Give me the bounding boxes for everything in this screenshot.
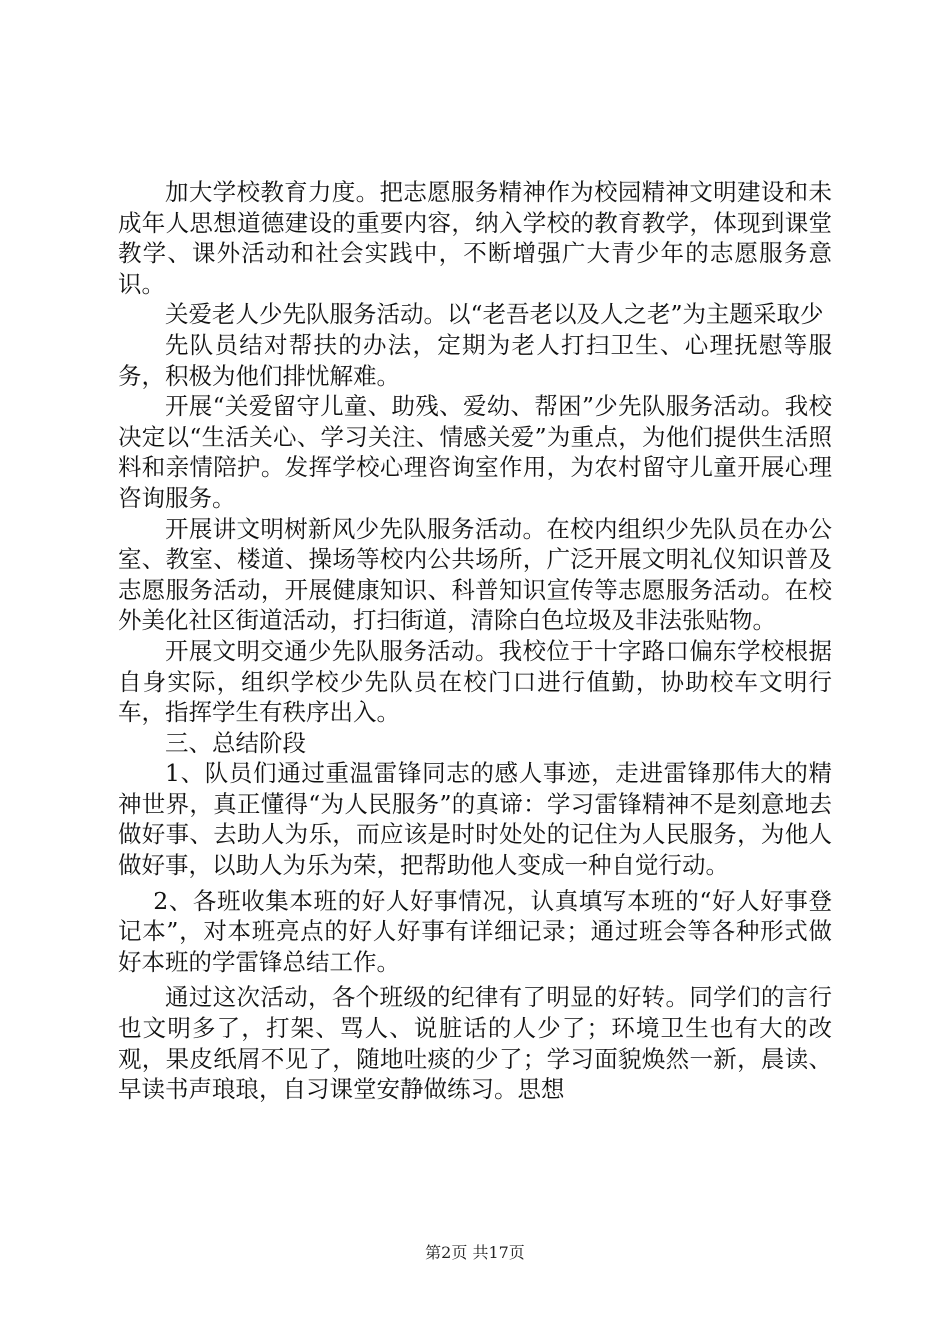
paragraph-school-education: 加大学校教育力度。把志愿服务精神作为校园精神文明建设和未成年人思想道德建设的重要内容，纳入学校的教育教学，体现到课堂教学、课外活动和社会实践中，不断增强广大青少年的志愿服务意识。 bbox=[118, 178, 832, 298]
paragraph-elderly-care: 关爱老人少先队服务活动。以“老吾老以及人之老”为主题采取少 bbox=[165, 300, 824, 329]
page-number: 第2页 共17页 bbox=[425, 1243, 525, 1262]
section-heading-summary: 三、总结阶段 bbox=[165, 728, 306, 757]
paragraph-traffic: 开展文明交通少先队服务活动。我校位于十字路口偏东学校根据自身实际，组织学校少先队员在校门口进行值勤，协助校车文明行车，指挥学生有秩序出入。 bbox=[118, 636, 832, 727]
paragraph-summary-1: 1、队员们通过重温雷锋同志的感人事迹，走进雷锋那伟大的精神世界，真正懂得“为人民服务”的真谛：学习雷锋精神不是刻意地去做好事、去助人为乐，而应该是时时处处的记住为人民服务，为他人做好事，以助人为乐为荣，把帮助他人变成一种自觉行动。 bbox=[118, 759, 832, 880]
paragraph-results: 通过这次活动，各个班级的纪律有了明显的好转。同学们的言行也文明多了，打架、骂人、说脏话的人少了；环境卫生也有大的改观，果皮纸屑不见了，随地吐痰的少了；学习面貌焕然一新，晨读、早读书声琅琅，自习课堂安静做练习。思想 bbox=[118, 983, 832, 1104]
document-body bbox=[118, 177, 832, 1105]
paragraph-civilization: 开展讲文明树新风少先队服务活动。在校内组织少先队员在办公室、教室、楼道、操场等校内公共场所，广泛开展文明礼仪知识普及志愿服务活动，开展健康知识、科普知识宣传等志愿服务活动。在校外美化社区街道活动，打扫街道，清除白色垃圾及非法张贴物。 bbox=[118, 514, 832, 635]
paragraph-elderly-care-continued: 先队员结对帮扶的办法，定期为老人打扫卫生、心理抚慰等服务，积极为他们排忧解难。 bbox=[118, 330, 832, 390]
paragraph-summary-2: 2、各班收集本班的好人好事情况，认真填写本班的“好人好事登记本”，对本班亮点的好人好事有详细记录；通过班会等各种形式做好本班的学雷锋总结工作。 bbox=[118, 886, 832, 976]
paragraph-left-behind-children: 开展“关爱留守儿童、助残、爱幼、帮困”少先队服务活动。我校决定以“生活关心、学习关注、情感关爱”为重点，为他们提供生活照料和亲情陪护。发挥学校心理咨询室作用，为农村留守儿童开展心理咨询服务。 bbox=[118, 392, 832, 512]
